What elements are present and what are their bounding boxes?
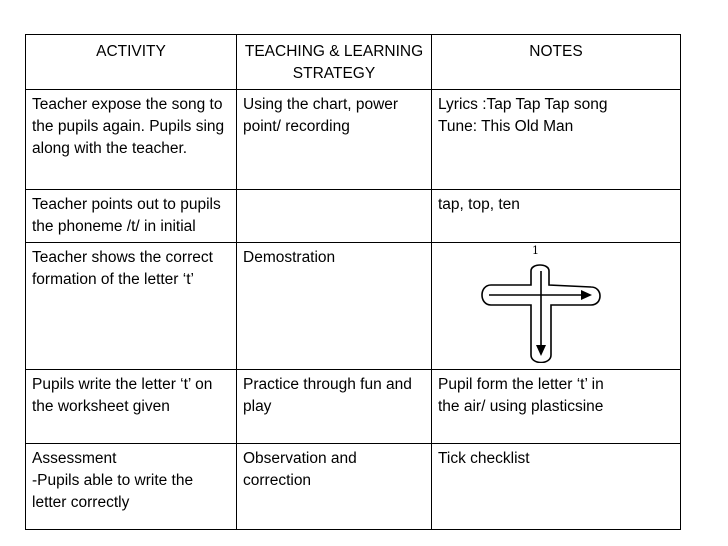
lesson-plan-table (25, 34, 681, 530)
header-activity (26, 35, 237, 90)
stroke-number: 1 (532, 244, 539, 257)
notes-cell (432, 370, 681, 444)
notes-cell (432, 190, 681, 243)
header-notes-label: NOTES (529, 43, 583, 60)
table-row (26, 444, 681, 530)
cell-text: formation of the letter ‘t’ (32, 271, 194, 288)
activity-cell (26, 243, 237, 370)
notes-cell (432, 243, 681, 370)
header-row (26, 35, 681, 90)
activity-cell (26, 370, 237, 444)
cell-text: Lyrics :Tap Tap Tap song (438, 96, 608, 113)
header-strategy (237, 35, 432, 90)
table-row (26, 243, 681, 370)
cell-text: Tune: This Old Man (438, 118, 574, 135)
cell-text: Pupils write the letter ‘t’ on (32, 376, 213, 393)
cell-text: the air/ using plasticsine (438, 398, 604, 415)
cell-text: the worksheet given (32, 398, 170, 415)
activity-cell (26, 444, 237, 530)
cell-text: along with the teacher. (32, 140, 188, 157)
notes-cell (432, 444, 681, 530)
cell-text: Pupil form the letter ‘t’ in (438, 376, 604, 393)
cell-text: Assessment (32, 450, 117, 467)
table-row (26, 190, 681, 243)
cell-text: the phoneme /t/ in initial (32, 218, 196, 235)
strategy-cell (237, 243, 432, 370)
header-activity-label: ACTIVITY (96, 43, 166, 60)
cell-text: Observation and (243, 450, 357, 467)
cell-text: -Pupils able to write the (32, 472, 194, 489)
cell-text: the pupils again. Pupils sing (32, 118, 225, 135)
notes-cell (432, 90, 681, 190)
strategy-cell (237, 370, 432, 444)
down-arrowhead-icon (536, 345, 546, 356)
cell-text: Teacher expose the song to (32, 96, 223, 113)
letter-formation-figure (438, 244, 674, 365)
cell-text: letter correctly (32, 494, 130, 511)
strategy-cell (237, 90, 432, 190)
cell-text: play (243, 398, 272, 415)
cell-text: Using the chart, power (243, 96, 399, 113)
cell-text: point/ recording (243, 118, 350, 135)
strategy-cell (237, 444, 432, 530)
activity-cell (26, 90, 237, 190)
right-arrowhead-icon (581, 290, 592, 300)
header-strategy-label-2: STRATEGY (292, 65, 376, 82)
header-strategy-label-1: TEACHING & LEARNING (244, 43, 424, 60)
table-row (26, 90, 681, 190)
table-row (26, 370, 681, 444)
cell-text: correction (243, 472, 312, 489)
activity-cell (26, 190, 237, 243)
cell-text: Demostration (243, 249, 336, 266)
letter-t-formation-icon (477, 263, 609, 363)
cell-text: Teacher points out to pupils (32, 196, 221, 213)
cell-text: Tick checklist (438, 450, 530, 467)
cell-text: tap, top, ten (438, 196, 520, 213)
strategy-cell (237, 190, 432, 243)
cell-text: Teacher shows the correct (32, 249, 213, 266)
cell-text: Practice through fun and (243, 376, 412, 393)
header-notes (432, 35, 681, 90)
